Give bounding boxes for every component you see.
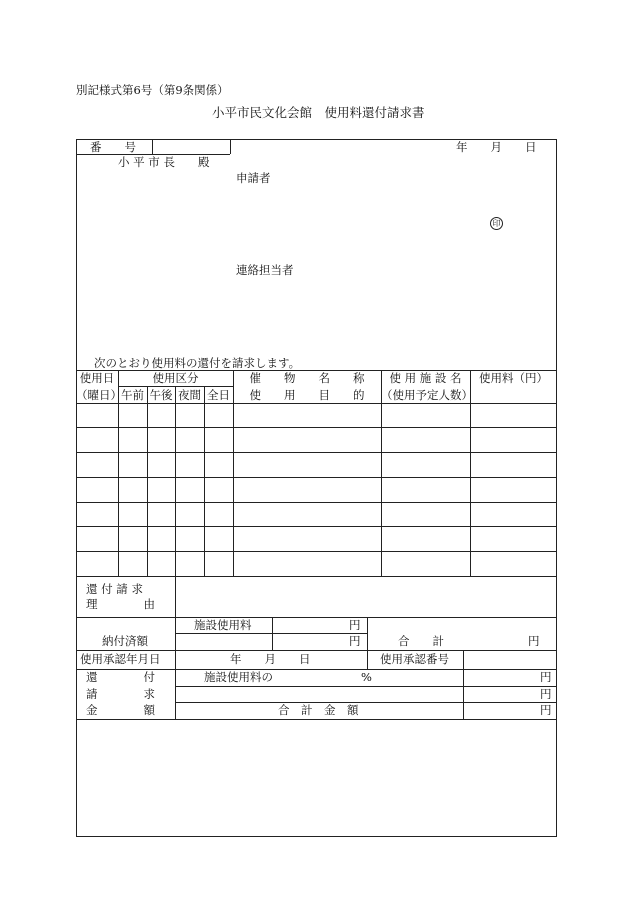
- col-night: 夜間: [178, 388, 201, 402]
- paid-total-yen: 円: [528, 634, 540, 648]
- refund-amount-label-1: 還 付: [86, 670, 155, 684]
- refund-reason-label: 還 付 請 求: [86, 582, 143, 596]
- seal-mark: 印: [490, 217, 503, 230]
- refund-yen-1: 円: [540, 670, 552, 684]
- paid-total-field[interactable]: [445, 634, 525, 650]
- col-morning: 午前: [121, 388, 144, 402]
- notes-area[interactable]: [77, 720, 556, 836]
- refund-amount-label-2: 請 求: [86, 687, 155, 701]
- paid-facility-fee-field[interactable]: [273, 618, 345, 633]
- refund-pct-field[interactable]: [300, 670, 358, 686]
- number-label: 番 号: [90, 140, 136, 154]
- date-label: 年 月 日: [456, 140, 537, 154]
- paid-label: 納付済額: [102, 634, 148, 648]
- addressee: 小 平 市 長 殿: [118, 155, 210, 169]
- approval-number-label: 使用承認番号: [380, 652, 449, 666]
- col-fee: 使用料（円）: [479, 371, 548, 385]
- refund-reason-field[interactable]: [176, 577, 556, 617]
- refund-yen-3: 円: [540, 703, 552, 717]
- paid-facility-fee-label: 施設使用料: [194, 618, 252, 632]
- paid-total-label: 合 計: [398, 634, 444, 648]
- refund-total-label: 合 計 金 額: [278, 703, 359, 717]
- approval-date-value: 年 月 日: [230, 652, 311, 666]
- refund-yen-2: 円: [540, 687, 552, 701]
- approval-date-label: 使用承認年月日: [80, 652, 161, 666]
- refund-pct-sign: %: [361, 670, 372, 684]
- approval-number-field[interactable]: [464, 651, 556, 669]
- number-field[interactable]: [153, 140, 229, 154]
- col-weekday: （曜日）: [76, 388, 122, 402]
- refund-facility-pct-label: 施設使用料の: [204, 670, 273, 684]
- col-date: 使用日: [79, 371, 115, 385]
- col-facility: 使 用 施 設 名: [389, 371, 462, 385]
- col-category: 使用区分: [152, 371, 199, 385]
- refund-amount-label-3: 金 額: [86, 703, 155, 717]
- applicant-label: 申請者: [236, 171, 271, 185]
- col-afternoon: 午後: [149, 388, 173, 402]
- col-attendance: （使用予定人数）: [381, 388, 473, 402]
- request-sentence: 次のとおり使用料の還付を請求します。: [94, 356, 301, 370]
- refund-total-field[interactable]: [464, 703, 538, 719]
- col-event-name: 催 物 名 称: [249, 371, 365, 385]
- contact-label: 連絡担当者: [236, 263, 294, 277]
- col-allday: 全日: [207, 388, 230, 402]
- paid-yen-2: 円: [349, 634, 361, 648]
- refund-reason-label-2: 理 由: [86, 597, 155, 611]
- paid-yen-1: 円: [349, 618, 361, 632]
- form-title: 小平市民文化会館 使用料還付請求書: [212, 105, 425, 120]
- form-number: 別記様式第6号（第9条関係）: [76, 83, 229, 97]
- col-purpose: 使 用 目 的: [249, 388, 365, 402]
